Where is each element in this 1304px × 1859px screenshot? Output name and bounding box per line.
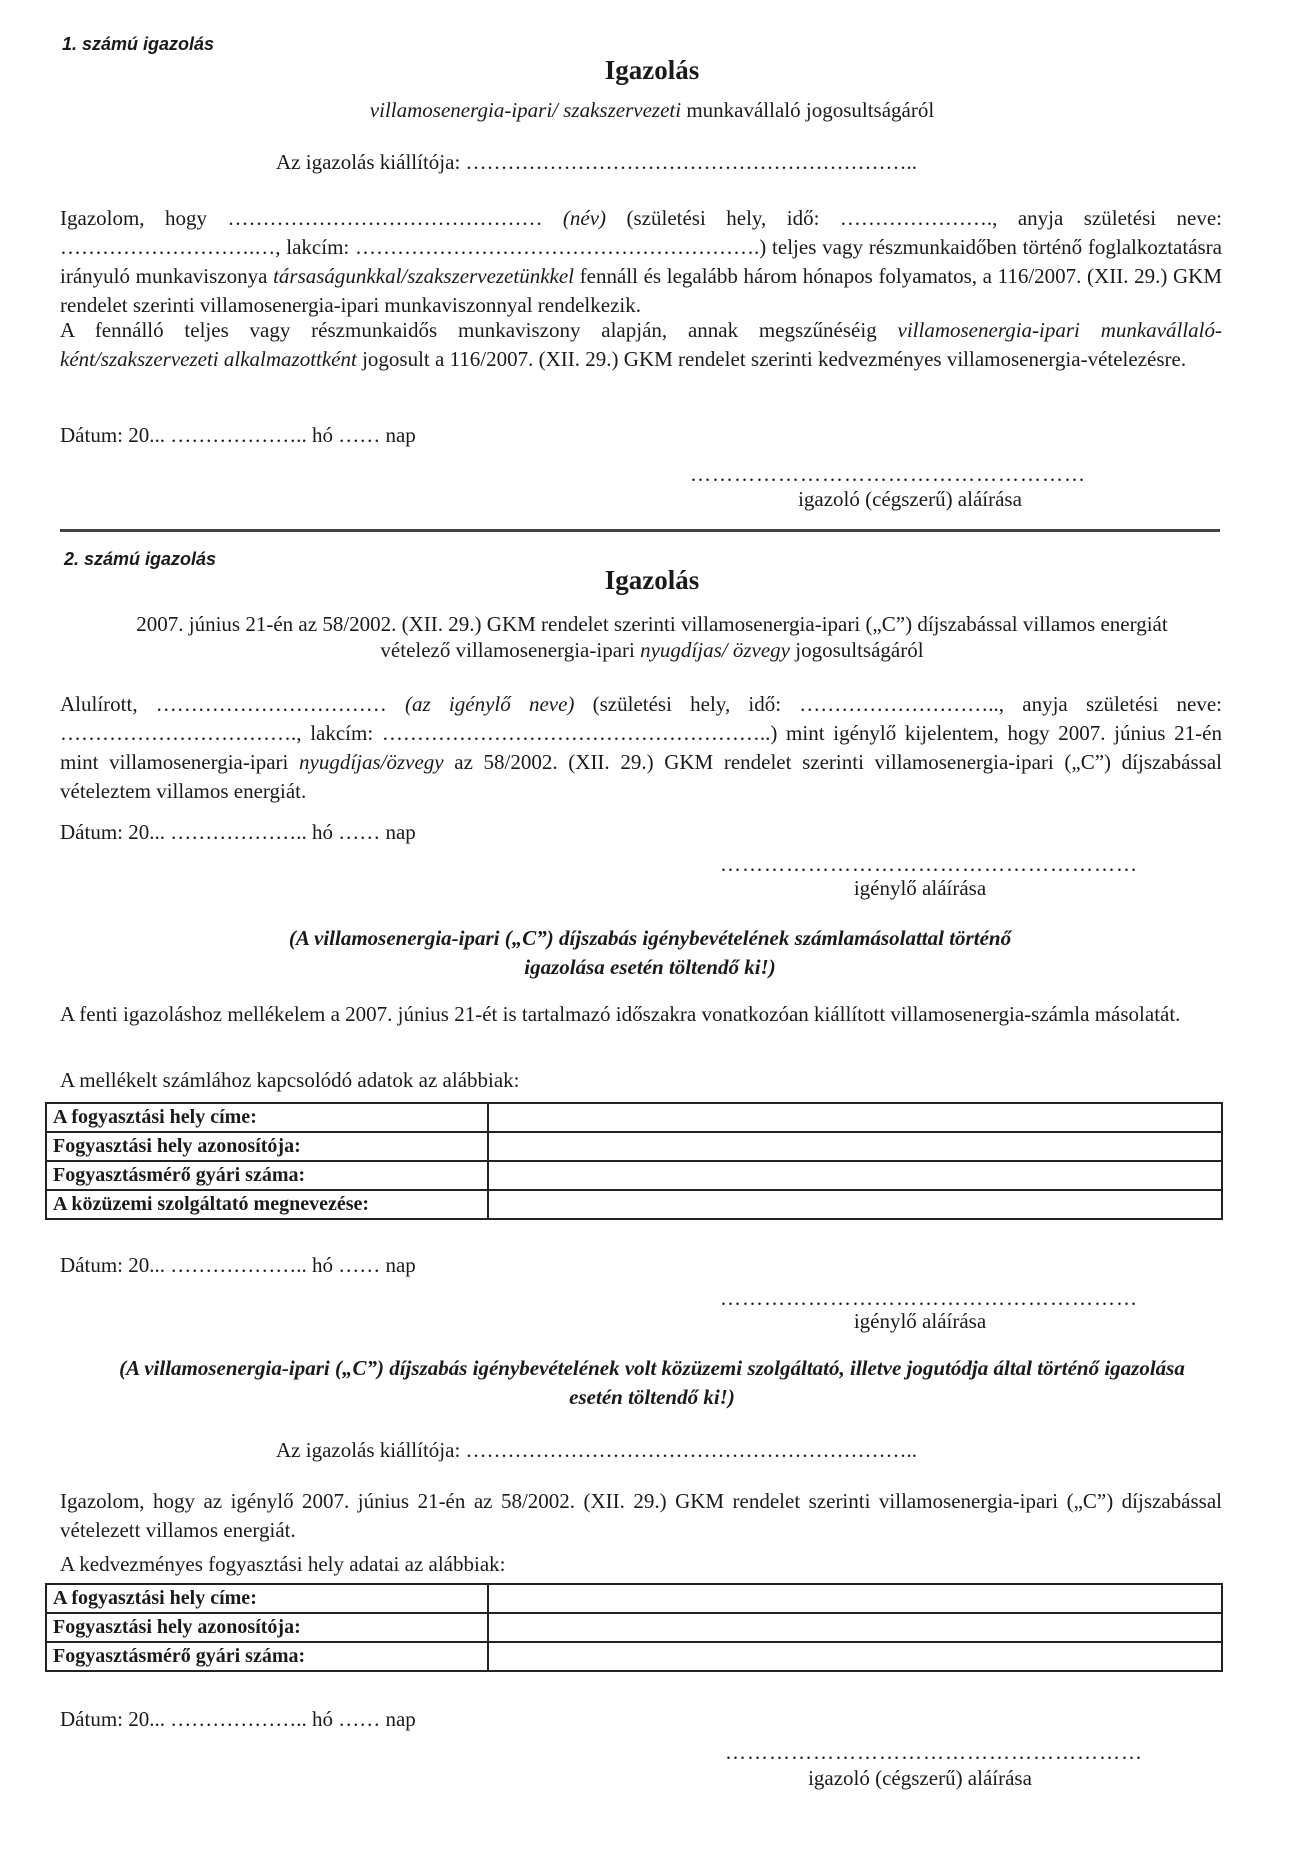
table-cell-value[interactable] <box>488 1642 1222 1671</box>
table-row <box>46 1642 1222 1671</box>
section2-date-line-1: Dátum: 20... ……………….. hó …… nap <box>60 820 416 844</box>
table-cell-value[interactable] <box>488 1161 1222 1190</box>
table-cell-label: Fogyasztási hely azonosítója: <box>46 1613 488 1642</box>
section1-signature-line: ……………………………………………… <box>690 462 1086 486</box>
text-run-italic: (név) <box>562 206 607 230</box>
section2-date-line-3: Dátum: 20... ……………….. hó …… nap <box>60 1707 416 1731</box>
section2-signature-line-3: ………………………………………………… <box>725 1740 1143 1764</box>
section2-paragraph-2: A fenti igazoláshoz mellékelem a 2007. június 21-ét is tartalmazó időszakra vonatkozóan kiállított villamosenergia-számla másolatát. <box>60 1002 1181 1026</box>
section1-date-line: Dátum: 20... ……………….. hó …… nap <box>60 423 416 447</box>
text-run: jogosultságáról <box>789 638 924 662</box>
table-row <box>46 1132 1222 1161</box>
invoice-data-table <box>45 1102 1223 1220</box>
section2-signature-label-3: igazoló (cégszerű) aláírása <box>808 1766 1032 1790</box>
section2-note-2: (A villamosenergia-ipari („C”) díjszabás igénybevételének volt közüzemi szolgáltató, illetve jogutódja által történő igazolása esetén töltendő ki!) <box>119 1356 1185 1409</box>
section1-subtitle <box>0 96 1304 125</box>
section2-paragraph-5: A kedvezményes fogyasztási hely adatai az alábbiak: <box>60 1552 506 1576</box>
table-row <box>46 1190 1222 1219</box>
section1-paragraph-1 <box>60 204 1222 320</box>
consumption-place-table <box>45 1583 1223 1672</box>
table-cell-label: Fogyasztásmérő gyári száma: <box>46 1161 488 1190</box>
section2-subtitle-1: 2007. június 21-én az 58/2002. (XII. 29.) GKM rendelet szerinti villamosenergia-ipari („C”) díjszabással villamos energiát <box>136 612 1168 636</box>
text-run-italic: (az igénylő neve) <box>405 692 575 716</box>
section2-paragraph-4: Igazolom, hogy az igénylő 2007. június 21-én az 58/2002. (XII. 29.) GKM rendelet szerinti villamosenergia-ipari („C”) díjszabással vételezett villamos energiát. <box>60 1489 1222 1542</box>
text-run: (születési hely, idő: ……………………….., anyja születési neve: ……………………………., lakcím: ………………………………………………..) mint igénylő kijelentem, hogy 2007. június 21-én mint villamosenergia-ipari <box>60 692 1222 774</box>
section2-signature-label-1: igénylő aláírása <box>853 876 987 900</box>
text-run: (születési hely, idő: …………………., anyja születési neve: ……………………….…, lakcím: ………………………………………………….) teljes vagy részmunkaidőben történő foglalkoztatásra irányuló munkaviszonya <box>60 206 1223 288</box>
table-row <box>46 1584 1222 1613</box>
section2-issuer-line: Az igazolás kiállítója: ……………………………………………………….. <box>276 1438 918 1462</box>
table-cell-label: Fogyasztási hely azonosítója: <box>46 1132 488 1161</box>
section2-label: 2. számú igazolás <box>64 549 217 569</box>
text-run: Igazolom, hogy ……………………………………… <box>60 206 563 230</box>
text-run-italic: villamosenergia-ipari munkavállaló-ként/szakszervezeti alkalmazottként <box>60 318 1222 371</box>
text-run: az 58/2002. (XII. 29.) GKM rendelet szerinti villamosenergia-ipari („C”) díjszabással vételeztem villamos energiát. <box>60 750 1222 803</box>
section2-paragraph-1 <box>60 690 1222 806</box>
table-cell-value[interactable] <box>488 1132 1222 1161</box>
table-row <box>46 1103 1222 1132</box>
section2-subtitle-2 <box>0 636 1304 665</box>
table-cell-label: A fogyasztási hely címe: <box>46 1103 488 1132</box>
section2-signature-line-2: ………………………………………………… <box>720 1286 1138 1310</box>
text-run-italic: társaságunkkal/szakszervezetünkkel <box>273 264 575 288</box>
table-cell-label: Fogyasztásmérő gyári száma: <box>46 1642 488 1671</box>
subtitle-rest: munkavállaló jogosultságáról <box>681 98 935 122</box>
section1-label: 1. számú igazolás <box>62 34 215 54</box>
subtitle-italic: villamosenergia-ipari/ szakszervezeti <box>369 98 682 122</box>
text-run: jogosult a 116/2007. (XII. 29.) GKM rendelet szerinti kedvezményes villamosenergia-vételezésre. <box>356 347 1187 371</box>
section2-title: Igazolás <box>604 565 700 595</box>
text-run: fennáll és legalább három hónapos folyamatos, a 116/2007. (XII. 29.) GKM rendelet szerinti villamosenergia-ipari munkaviszonnyal rendelkezik. <box>60 264 1222 317</box>
section1-paragraph-2 <box>60 316 1222 374</box>
section-divider <box>60 529 1220 532</box>
section2-paragraph-3: A mellékelt számlához kapcsolódó adatok az alábbiak: <box>60 1068 520 1092</box>
section1-signature-label: igazoló (cégszerű) aláírása <box>798 487 1022 511</box>
text-run-italic: nyugdíjas/ özvegy <box>640 638 790 662</box>
table-cell-label: A fogyasztási hely címe: <box>46 1584 488 1613</box>
table-row <box>46 1613 1222 1642</box>
table-cell-label: A közüzemi szolgáltató megnevezése: <box>46 1190 488 1219</box>
text-run-italic: nyugdíjas/özvegy <box>299 750 444 774</box>
table-cell-value[interactable] <box>488 1103 1222 1132</box>
text-run: vételező villamosenergia-ipari <box>380 638 641 662</box>
section2-note-1: (A villamosenergia-ipari („C”) díjszabás igénybevételének számlamásolattal történő igazolása esetén töltendő ki!) <box>288 926 1012 979</box>
section2-signature-label-2: igénylő aláírása <box>853 1309 987 1333</box>
section1-title: Igazolás <box>604 55 700 85</box>
table-cell-value[interactable] <box>488 1584 1222 1613</box>
text-run: A fennálló teljes vagy részmunkaidős munkaviszony alapján, annak megszűnéséig <box>60 318 898 342</box>
section1-issuer-line: Az igazolás kiállítója: ……………………………………………………….. <box>276 150 918 174</box>
table-cell-value[interactable] <box>488 1190 1222 1219</box>
table-row <box>46 1161 1222 1190</box>
table-cell-value[interactable] <box>488 1613 1222 1642</box>
section2-date-line-2: Dátum: 20... ……………….. hó …… nap <box>60 1253 416 1277</box>
section2-signature-line-1: ………………………………………………… <box>720 852 1138 876</box>
text-run: Alulírott, …………………………… <box>60 692 406 716</box>
